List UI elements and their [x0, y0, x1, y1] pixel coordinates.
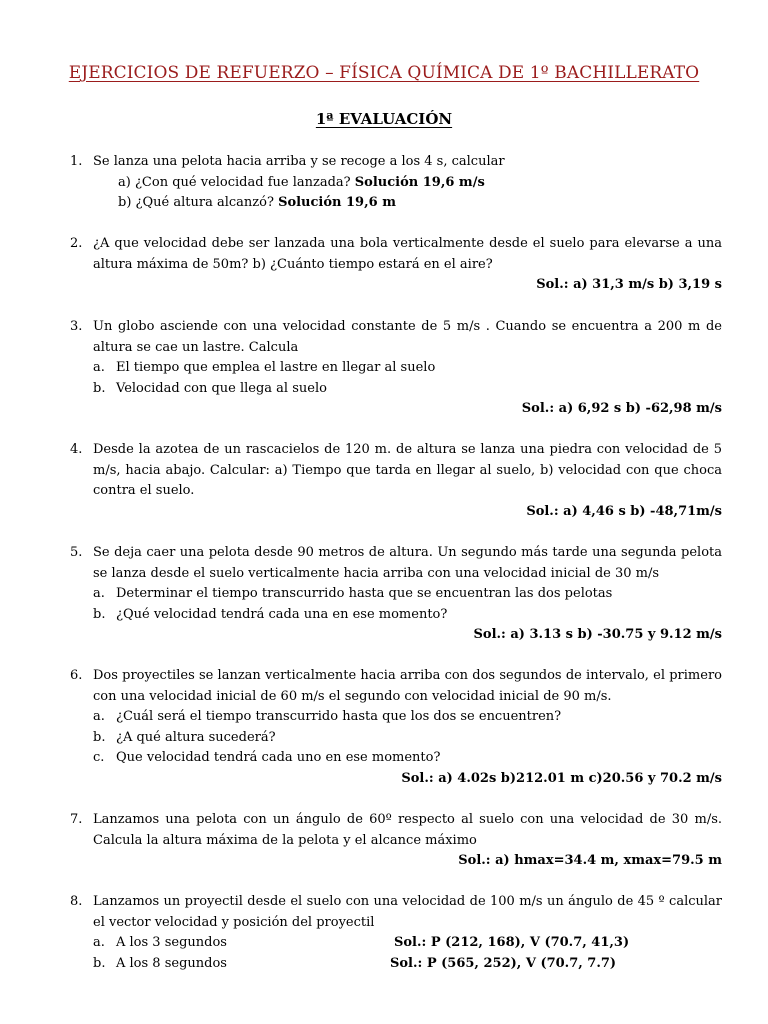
exercise-option — [93, 584, 722, 605]
exercise-text: Lanzamos una pelota con un ángulo de 60º respecto al suelo con una velocidad de 30 m/s. Calcula la altura máxima de la pelota y el alcance máximo — [93, 812, 722, 848]
exercise-part — [118, 173, 722, 194]
exercise-solution: Sol.: a) 6,92 s b) -62,98 m/s — [521, 401, 722, 416]
option-label: b. — [93, 729, 106, 745]
exercise-number: 5. — [70, 545, 83, 560]
option-label: a. — [93, 935, 105, 950]
option-label: a. — [93, 586, 105, 601]
option-text: A los 3 segundos — [116, 935, 227, 950]
option-label: b. — [93, 606, 106, 622]
exercise-part — [118, 193, 722, 214]
exercise-option — [93, 933, 722, 954]
exercise-option — [93, 954, 722, 975]
exercise-text: Dos proyectiles se lanzan verticalmente hacia arriba con dos segundos de intervalo, el primero con una velocidad inicial de 60 m/s el segundo con velocidad inicial de 90 m/s. — [93, 668, 722, 704]
part-solution: Solución 19,6 m/s — [354, 174, 485, 190]
exercise-4 — [70, 440, 722, 522]
option-label: c. — [93, 750, 105, 765]
part-text: b) ¿Qué altura alcanzó? — [118, 195, 274, 210]
part-solution: Solución 19,6 m — [278, 195, 396, 210]
exercise-1 — [70, 152, 722, 214]
exercise-3 — [70, 317, 722, 420]
option-text: ¿A qué altura sucederá? — [116, 729, 276, 745]
option-label: b. — [93, 380, 106, 396]
option-text: Que velocidad tendrá cada uno en ese momento? — [116, 750, 441, 765]
exercise-7 — [70, 810, 722, 872]
section-title: 1ª EVALUACIÓN — [315, 110, 453, 128]
exercise-text: Desde la azotea de un rascacielos de 120 m. de altura se lanza una piedra con velocidad de 5 m/s, hacia abajo. Calcular: a) Tiempo que tarda en llegar al suelo, b) velocidad con que choca contra el suelo. — [93, 442, 722, 498]
exercise-solution: Sol.: a) 3.13 s b) -30.75 y 9.12 m/s — [473, 627, 722, 642]
exercise-option — [93, 707, 722, 728]
exercise-text: Se deja caer una pelota desde 90 metros de altura. Un segundo más tarde una segunda pelota se lanza desde el suelo verticalmente hacia arriba con una velocidad inicial de 30 m/s — [93, 545, 722, 581]
part-text: a) ¿Con qué velocidad fue lanzada? — [118, 174, 351, 190]
exercise-number: 4. — [70, 442, 83, 457]
exercise-option — [93, 605, 722, 626]
option-text: ¿Cuál será el tiempo transcurrido hasta que los dos se encuentren? — [116, 709, 562, 724]
exercise-solution: Sol.: a) 31,3 m/s b) 3,19 s — [536, 277, 722, 292]
option-text: El tiempo que emplea el lastre en llegar al suelo — [116, 360, 436, 375]
exercise-number: 2. — [70, 236, 83, 251]
option-label: b. — [93, 955, 106, 971]
option-text: Velocidad con que llega al suelo — [116, 380, 327, 396]
exercise-option — [93, 358, 722, 379]
exercise-8 — [70, 892, 722, 974]
exercise-2 — [70, 234, 722, 296]
exercise-6 — [70, 666, 722, 789]
exercise-option — [93, 748, 722, 769]
exercise-solution: Sol.: a) hmax=34.4 m, xmax=79.5 m — [458, 853, 722, 868]
document-title: EJERCICIOS DE REFUERZO – FÍSICA QUÍMICA DE 1º BACHILLERATO — [68, 63, 700, 83]
exercise-option — [93, 728, 722, 749]
exercise-option — [93, 379, 722, 400]
exercise-text: Lanzamos un proyectil desde el suelo con una velocidad de 100 m/s un ángulo de 45 º calcular el vector velocidad y posición del proyectil — [93, 894, 722, 930]
exercise-number: 3. — [70, 319, 83, 334]
exercise-text: Se lanza una pelota hacia arriba y se recoge a los 4 s, calcular — [93, 154, 505, 169]
exercise-solution: Sol.: a) 4,46 s b) -48,71m/s — [526, 503, 722, 519]
exercise-text: Un globo asciende con una velocidad constante de 5 m/s . Cuando se encuentra a 200 m de altura se cae un lastre. Calcula — [93, 319, 722, 355]
option-solution: Sol.: P (212, 168), V (70.7, 41,3) — [394, 935, 630, 950]
exercise-number: 7. — [70, 812, 83, 827]
exercise-5 — [70, 543, 722, 646]
exercise-solution: Sol.: a) 4.02s b)212.01 m c)20.56 y 70.2 m/s — [401, 770, 722, 786]
exercise-number: 8. — [70, 894, 83, 909]
option-text: ¿Qué velocidad tendrá cada una en ese momento? — [116, 606, 448, 622]
exercise-number: 1. — [70, 154, 83, 169]
option-solution: Sol.: P (565, 252), V (70.7, 7.7) — [390, 955, 617, 971]
option-text: Determinar el tiempo transcurrido hasta que se encuentran las dos pelotas — [116, 586, 613, 601]
option-text: A los 8 segundos — [116, 955, 227, 971]
exercise-number: 6. — [70, 668, 83, 683]
exercise-text: ¿A que velocidad debe ser lanzada una bola verticalmente desde el suelo para elevarse a una altura máxima de 50m? b) ¿Cuánto tiempo estará en el aire? — [93, 236, 722, 272]
option-label: a. — [93, 709, 105, 724]
option-label: a. — [93, 360, 105, 375]
